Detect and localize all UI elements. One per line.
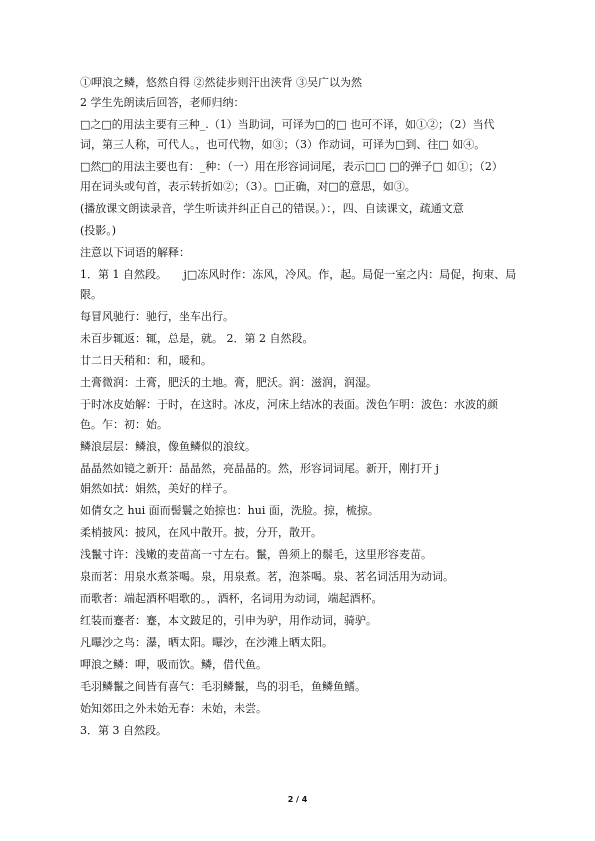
text-line: 凡曝沙之鸟：瀑，晒太阳。曝沙，在沙滩上晒太阳。 xyxy=(80,636,333,649)
text-line: (投影。) xyxy=(80,224,117,237)
text-line: □之□的用法主要有三种_.（1）当助词，可译为□的□ 也可不译，如①②；（2）当代 xyxy=(80,118,495,131)
text-line: □然□的用法主要也有：_种：（一）用在形容词词尾，表示□□ □的弹子□ 如①；（2） xyxy=(80,160,503,173)
text-line: 3．第 3 自然段。 xyxy=(80,724,167,737)
text-line: 词，第三人称，可代人。，也可代物，如③；（3）作动词，可译为□到、往□ 如④。 xyxy=(80,138,486,151)
text-line: 始知郊田之外未始无春：未始，未尝。 xyxy=(80,702,267,715)
text-line: 1．第 1 自然段。 j□冻风时作：冻风，冷风。作，起。局促一室之内：局促，拘束、局 xyxy=(80,268,517,281)
text-line: 每冒风驰行：驰行，坐车出行。 xyxy=(80,310,234,323)
document-body xyxy=(80,76,543,737)
text-line: 浅鬣寸许：浅嫩的麦苗高一寸左右。鬣，兽须上的鬃毛，这里形容麦苗。 xyxy=(80,548,432,561)
text-line: 泉而茗：用泉水煮茶喝。泉，用泉煮。茗，泡茶喝。泉、茗名词活用为动词。 xyxy=(80,570,454,583)
text-line: 廿二日天稍和：和，暖和。 xyxy=(80,354,212,367)
text-line: 如倩女之 hui 面而髻鬟之始掠也：hui 面，洗脸。掠，梳掠。 xyxy=(80,504,379,517)
page-number: 2 / 4 xyxy=(287,795,308,804)
text-line: 晶晶然如镜之新开：晶晶然，亮晶晶的。然，形容词词尾。新开，刚打开 j xyxy=(80,462,439,475)
text-line: 柔梢披风：披风，在风中散开。披，分开，散开。 xyxy=(80,526,322,539)
text-line: 而歌者：端起酒杯唱歌的。，酒杯，名词用为动词，端起酒杯。 xyxy=(80,592,383,605)
text-line: 于时冰皮始解：于时，在这时。冰皮，河床上结冰的表面。泼色乍明：波色：水波的颜 xyxy=(80,398,498,411)
text-line: (播放课文朗读录音，学生听读并纠正自己的错误。）：，四、自读课文，疏通文意 xyxy=(80,202,464,215)
text-line: 2 学生先朗读后回答，老师归纳： xyxy=(80,96,245,109)
text-line: 鳞浪层层：鳞浪，像鱼鳞似的浪纹。 xyxy=(80,440,256,453)
text-line: ①呷浪之鳞，悠然自得 ②然徒步则汗出浃背 ③吴广以为然 xyxy=(80,76,362,89)
text-line: 呷浪之鳞：呷，吸而饮。鳞，借代鱼。 xyxy=(80,658,267,671)
text-line: 未百步辄返：辄，总是，就。 2．第 2 自然段。 xyxy=(80,332,314,345)
text-line: 注意以下词语的解释： xyxy=(80,246,190,259)
text-line: 用在词头或句首，表示转折如②；（3）。□正确，对□的意思，如③。 xyxy=(80,180,416,193)
text-line: 红装而蹇者：蹇，本文跛足的，引申为驴，用作动词，骑驴。 xyxy=(80,614,377,627)
text-line: 色。乍：初：始。 xyxy=(80,418,168,431)
text-line: 限。 xyxy=(80,288,102,301)
text-line: 娟然如拭：娟然，美好的样子。 xyxy=(80,482,234,495)
text-line: 毛羽鳞鬣之间皆有喜气：毛羽鳞鬣，鸟的羽毛，鱼鳞鱼鳍。 xyxy=(80,680,366,693)
text-line: 土膏微润：土膏，肥沃的土地。膏，肥沃。润：滋润，润湿。 xyxy=(80,376,377,389)
